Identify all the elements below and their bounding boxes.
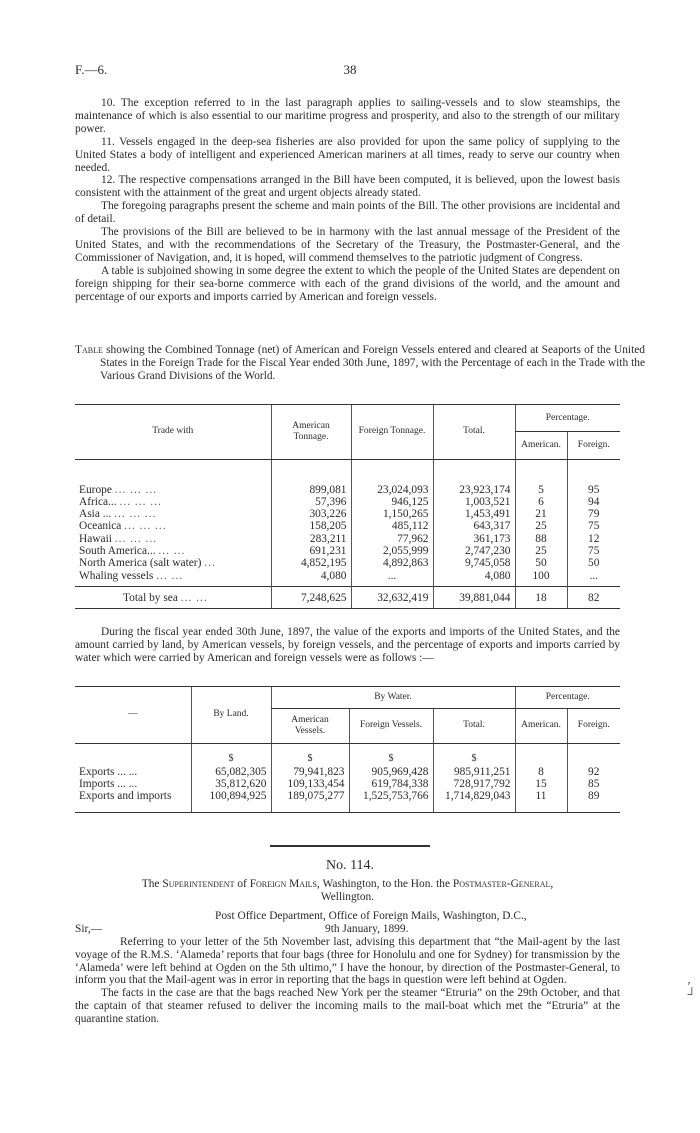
letter-subject-destination: Wellington.: [320, 890, 375, 903]
col-total: Total.: [433, 405, 515, 459]
table-row: Asia ... ... ... ... 303,226 1,150,265 1,453,491 21 79: [75, 508, 620, 520]
table-row: North America (salt water) ... 4,852,195 4,892,863 9,745,058 50 50: [75, 557, 620, 569]
row-label: North America (salt water): [79, 557, 202, 570]
row-label: Asia ...: [79, 508, 112, 521]
currency-row: $ $ $ $: [75, 744, 620, 766]
row-label: Hawaii: [79, 532, 112, 545]
row-label: Africa...: [79, 495, 117, 508]
paragraph-12: 12. The respective compensations arranged in the Bill have been computed, it is believed, upon the lowest basis consistent with the attainment of the great and urgent objects already stated.: [75, 174, 620, 200]
document-reference: F.—6.: [75, 62, 108, 77]
exports-imports-table: [75, 686, 620, 813]
row-label: Exports and imports: [79, 790, 172, 803]
page-header: [75, 62, 625, 78]
letter-date: 9th January, 1899.: [325, 922, 409, 935]
col-foreign-vessels: Foreign Vessels.: [349, 709, 433, 743]
bill-explanation-section: [75, 97, 620, 304]
letter-body-paragraph: Referring to your letter of the 5th November last, advising this department that “the Mail-agent by the last voyage of the R.M.S. ‘Alameda’ reports that four bags (three for Honolulu and one for Sydney) for transmission by the ‘Alameda’ were left behind at Ogden on the 5th ultimo,” I have the honour, by direction of the Postmaster-General, to inform you that the Mail-agent was in error in reporting that the bags in question were left behind at Ogden.: [75, 935, 620, 987]
table-row: Exports ... ... 65,082,305 79,941,823 905,969,428 985,911,251 8 92: [75, 766, 620, 778]
row-label: Imports ...: [79, 777, 126, 790]
row-label: Europe: [79, 483, 112, 496]
document-number: No. 114.: [325, 858, 375, 873]
col-american-vessels: American Vessels.: [271, 709, 349, 743]
col-by-water: By Water.: [271, 687, 515, 709]
table-row: Oceanica ... ... ... 158,205 485,112 643,317 25 75: [75, 520, 620, 532]
letter-address: Post Office Department, Office of Foreign Mails, Washington, D.C.,: [215, 909, 527, 922]
page-number: 38: [343, 62, 357, 77]
col-percentage: Percentage.: [515, 687, 620, 709]
paragraph-foregoing: The foregoing paragraphs present the scheme and main points of the Bill. The other provisions are incidental and of detail.: [75, 200, 620, 226]
table1-caption-text: showing the Combined Tonnage (net) of American and Foreign Vessels entered and cleared at Seaports of the United States in the Foreign Trade for the Fiscal Year ended 30th June, 1897, with the Percentage of each in the Trade with the Various Grand Divisions of the World.: [100, 344, 645, 382]
tonnage-table: [75, 404, 620, 609]
letter-no-114: [75, 878, 620, 1026]
table1-caption: [75, 344, 645, 383]
section-divider: [270, 845, 430, 847]
row-label: South America...: [79, 544, 156, 557]
table-row: Imports ... ... 35,812,620 109,133,454 619,784,338 728,917,792 15 85: [75, 778, 620, 790]
col-trade-with: Trade with: [75, 405, 271, 459]
row-label: Total by sea: [123, 591, 178, 604]
col-dash: —: [75, 687, 191, 743]
paragraph-table-intro: A table is subjoined showing in some degree the extent to which the people of the United States are dependent on foreign shipping for their sea-borne commerce with each of the grand divisions of the world, and the amount and percentage of our exports and imports carried by American and foreign vessels.: [75, 264, 620, 303]
row-label: Whaling vessels: [79, 569, 154, 582]
col-by-land: By Land.: [191, 687, 271, 743]
row-label: Exports ...: [79, 765, 126, 778]
paragraph-10: 10. The exception referred to in the last paragraph applies to sailing-vessels and to slow steamships, the maintenance of which is also essential to our maritime progress and prosperity, and also to the strength of our military power.: [75, 97, 620, 135]
exports-imports-paragraph: During the fiscal year ended 30th June, 1897, the value of the exports and imports of the United States, and the amount carried by land, by American vessels, by foreign vessels, and the percentage of exports and imports carried by water which were carried by American and foreign vessels were as follows :—: [75, 626, 620, 664]
table1-caption-label: Table: [75, 344, 103, 356]
margin-mark: , ┘: [687, 972, 696, 1001]
letter-body-paragraph: The facts in the case are that the bags reached New York per the steamer “Etruria” on the 29th October, and that the captain of that steamer refused to deliver the incoming mails to the mail-boat which met the “Etruria” at the quarantine station.: [75, 987, 620, 1026]
letter-subject: The Superintendent of Foreign Mails, Washington, to the Hon. the Postmaster-General,: [141, 878, 554, 890]
col-pct-american: American.: [515, 432, 567, 459]
paragraph-provisions: The provisions of the Bill are believed to be in harmony with the last annual message of the President of the United States, and with the recommendations of the Secretary of the Treasury, the Postmaster-General, and the Commissioner of Navigation, and, it is hoped, will commend themselves to the patriotic judgment of Congress.: [75, 226, 620, 264]
col-pct-foreign: Foreign.: [567, 709, 620, 743]
table-row: Exports and imports 100,894,925 189,075,277 1,525,753,766 1,714,829,043 11 89: [75, 790, 620, 802]
row-label: Oceanica: [79, 520, 122, 533]
paragraph-11: 11. Vessels engaged in the deep-sea fisheries are also provided for upon the same policy of supplying to the United States a body of intelligent and experienced American mariners at all times, ready to serve our country when needed.: [75, 135, 620, 174]
table-row: Hawaii ... ... ... 283,211 77,962 361,173 88 12: [75, 533, 620, 545]
col-pct-american: American.: [515, 709, 567, 743]
table-row: Europe ... ... ... 899,081 23,024,093 23,923,174 5 95: [75, 484, 620, 496]
col-foreign-tonnage: Foreign Tonnage.: [351, 405, 433, 459]
table-row: Africa... ... ... ... 57,396 946,125 1,003,521 6 94: [75, 496, 620, 508]
table-total-row: Total by sea ... ... 7,248,625 32,632,419 39,881,044 18 82: [75, 587, 620, 609]
col-pct-foreign: Foreign.: [567, 432, 620, 459]
col-percentage: Percentage.: [515, 405, 620, 432]
col-total: Total.: [433, 709, 515, 743]
letter-salutation: Sir,—: [75, 922, 103, 935]
table-row: South America... ... ... 691,231 2,055,999 2,747,230 25 75: [75, 545, 620, 557]
table-row: Whaling vessels ... ... 4,080 ... 4,080 100 ...: [75, 570, 620, 582]
col-american-tonnage: American Tonnage.: [271, 405, 351, 459]
